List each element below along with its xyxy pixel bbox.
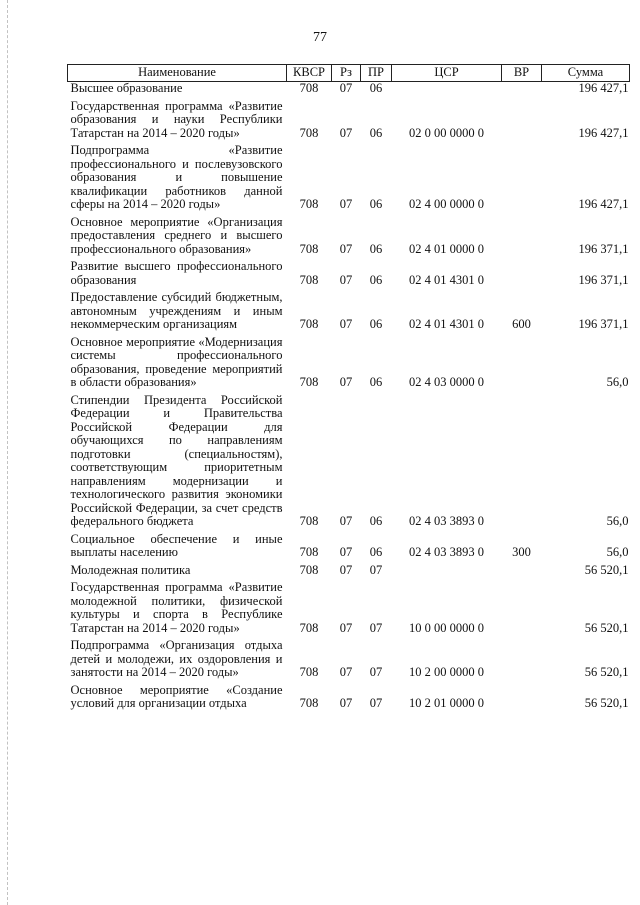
row-rz: 07 [339, 241, 353, 256]
row-kvsr: 708 [299, 545, 319, 559]
row-amount: 56 520,1 [584, 665, 629, 679]
row-name: Государственная программа «Развитие молодежной политики, физической культуры и спорта в Республике Татарстан на 2014 – 2020 годы» [70, 580, 283, 635]
row-csr: 02 4 03 0000 0 [409, 375, 484, 389]
row-amount: 196 371,1 [578, 317, 629, 331]
row-csr [392, 564, 502, 582]
row-kvsr: 708 [299, 620, 319, 635]
row-name: Молодежная политика [70, 562, 191, 577]
row-vr [502, 100, 542, 145]
row-amount: 56 520,1 [584, 620, 629, 635]
row-csr: 02 4 03 3893 0 [409, 514, 484, 528]
row-rz: 07 [339, 81, 353, 95]
table-header [68, 65, 630, 82]
table-row [68, 144, 630, 216]
row-name: Развитие высшего профессионального образования [70, 259, 283, 287]
row-name: Основное мероприятие «Создание условий для организации отдыха [70, 682, 283, 710]
row-csr: 10 2 01 0000 0 [409, 696, 484, 710]
header-csr: ЦСР [392, 65, 502, 82]
row-vr [502, 564, 542, 582]
header-name: Наименование [68, 65, 287, 82]
header-row [68, 65, 630, 82]
row-kvsr: 708 [299, 272, 319, 287]
table-row [68, 82, 630, 100]
row-rz: 07 [339, 317, 353, 331]
header-rz: Рз [332, 65, 361, 82]
row-rz: 07 [339, 620, 353, 635]
row-csr: 02 4 01 4301 0 [409, 317, 484, 331]
row-kvsr: 708 [299, 317, 319, 331]
header-vr: ВР [502, 65, 542, 82]
row-amount: 56,0 [606, 514, 629, 528]
row-vr [502, 216, 542, 261]
row-rz: 07 [339, 375, 353, 389]
scan-edge-line [7, 0, 8, 905]
row-kvsr: 708 [299, 514, 319, 528]
row-rz: 07 [339, 665, 353, 679]
row-vr [502, 260, 542, 291]
row-kvsr: 708 [299, 375, 319, 389]
row-rz: 07 [339, 514, 353, 528]
row-amount: 196 371,1 [578, 241, 629, 256]
row-vr [502, 336, 542, 394]
row-rz: 07 [339, 696, 353, 710]
row-pr: 07 [369, 696, 383, 710]
row-pr: 06 [369, 317, 383, 331]
row-name: Социальное обеспечение и иные выплаты населению [70, 531, 283, 559]
row-csr [392, 82, 502, 100]
row-rz: 07 [339, 125, 353, 140]
row-vr [502, 82, 542, 100]
row-kvsr: 708 [299, 696, 319, 710]
row-pr: 06 [369, 197, 383, 211]
row-kvsr: 708 [299, 562, 319, 577]
row-kvsr: 708 [299, 81, 319, 95]
row-amount: 196 427,1 [578, 125, 629, 140]
row-vr [502, 639, 542, 684]
row-pr: 07 [369, 562, 383, 577]
row-kvsr: 708 [299, 125, 319, 140]
row-pr: 06 [369, 272, 383, 287]
row-name: Стипендии Президента Российской Федерации и Правительства Российской Федерации для обучающихся по направлениям подготовки (специальностям), соответствующим приоритетным направлениям модернизации и технологического развития экономики Российской Федерации, за счет средств федерального бюджета [70, 392, 283, 528]
header-amount: Сумма [542, 65, 630, 82]
row-csr: 02 4 01 4301 0 [409, 272, 484, 287]
table-row [68, 336, 630, 394]
row-rz: 07 [339, 562, 353, 577]
row-name: Высшее образование [70, 81, 183, 95]
row-csr: 02 4 00 0000 0 [409, 197, 484, 211]
row-csr: 10 0 00 0000 0 [409, 620, 484, 635]
header-pr: ПР [361, 65, 392, 82]
row-amount: 56,0 [606, 545, 629, 559]
row-vr [502, 581, 542, 639]
row-rz: 07 [339, 272, 353, 287]
row-pr: 06 [369, 241, 383, 256]
row-csr: 02 0 00 0000 0 [409, 125, 484, 140]
row-amount: 56,0 [606, 375, 629, 389]
row-pr: 06 [369, 514, 383, 528]
table-row [68, 291, 630, 336]
table-row [68, 581, 630, 639]
row-pr: 06 [369, 125, 383, 140]
row-vr [502, 684, 542, 715]
page-number: 77 [313, 30, 327, 45]
row-vr [502, 144, 542, 216]
row-pr: 07 [369, 665, 383, 679]
row-vr [502, 394, 542, 533]
row-rz: 07 [339, 545, 353, 559]
row-name: Предоставление субсидий бюджетным, автономным учреждениям и иным некоммерческим организациям [70, 290, 283, 331]
row-amount: 196 427,1 [578, 81, 629, 95]
table-row [68, 260, 630, 291]
table-row [68, 564, 630, 582]
table-row [68, 533, 630, 564]
row-name: Подпрограмма «Развитие профессионального и послевузовского образования и повышение квалификации работников данной сферы на 2014 – 2020 годы» [70, 143, 283, 211]
row-name: Подпрограмма «Организация отдыха детей и молодежи, их оздоровления и занятости на 2014 – 2020 годы» [70, 638, 283, 679]
row-pr: 06 [369, 81, 383, 95]
row-kvsr: 708 [299, 665, 319, 679]
row-kvsr: 708 [299, 241, 319, 256]
row-kvsr: 708 [299, 197, 319, 211]
row-vr: 600 [512, 317, 531, 331]
table-row [68, 394, 630, 533]
row-amount: 196 427,1 [578, 197, 629, 211]
table-row [68, 216, 630, 261]
row-pr: 07 [369, 620, 383, 635]
row-name: Государственная программа «Развитие образования и науки Республики Татарстан на 2014 – 2020 годы» [70, 98, 283, 140]
row-pr: 06 [369, 375, 383, 389]
row-vr: 300 [512, 545, 531, 559]
row-csr: 02 4 03 3893 0 [409, 545, 484, 559]
row-csr: 10 2 00 0000 0 [409, 665, 484, 679]
row-pr: 06 [369, 545, 383, 559]
row-amount: 56 520,1 [584, 562, 629, 577]
row-name: Основное мероприятие «Модернизация системы профессионального образования, проведение мероприятий в области образования» [70, 334, 283, 389]
row-csr: 02 4 01 0000 0 [409, 241, 484, 256]
table-row [68, 639, 630, 684]
header-kvsr: КВСР [287, 65, 332, 82]
row-rz: 07 [339, 197, 353, 211]
row-name: Основное мероприятие «Организация предоставления среднего и высшего профессионального образования» [70, 214, 283, 256]
table-body [68, 82, 630, 715]
row-amount: 196 371,1 [578, 272, 629, 287]
table-row [68, 684, 630, 715]
budget-table [67, 64, 630, 715]
row-amount: 56 520,1 [584, 696, 629, 710]
table-row [68, 100, 630, 145]
